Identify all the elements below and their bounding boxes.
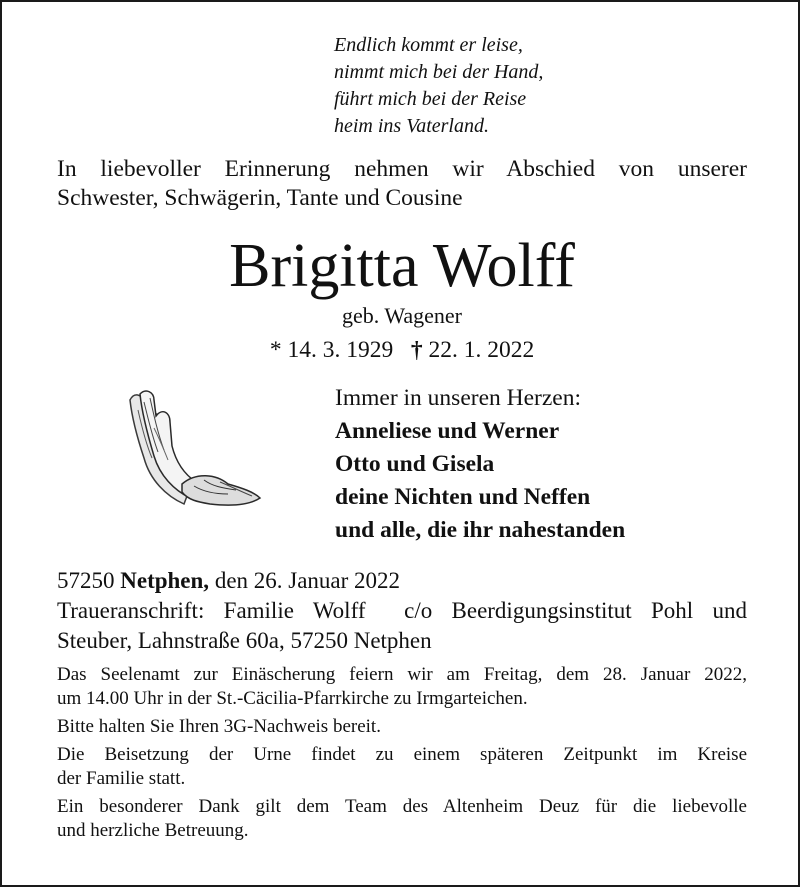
note-paragraph [57,663,747,711]
place-date [57,566,747,596]
intro-line: Schwester, Schwägerin, Tante und Cousine [57,185,463,211]
mourners-block [335,382,625,547]
note-paragraph: Bitte halten Sie Ihren 3G-Nachweis bereit. [57,716,381,737]
deceased-name: Brigitta Wolff [229,232,575,300]
note-paragraph [57,743,747,791]
death-date: 22. 1. 2022 [428,337,535,363]
intro-line: In liebevoller Erinnerung nehmen wir Abschied von unserer [57,156,747,182]
note-line: Die Beisetzung der Urne findet zu einem späteren Zeitpunkt im Kreise [57,744,747,765]
city: Netphen, [120,568,210,593]
note-line: der Familie statt. [57,768,186,789]
mourner-name: Anneliese und Werner [335,418,560,444]
notice-date: den 26. Januar 2022 [214,568,401,593]
note-line: Ein besonderer Dank gilt dem Team des Altenheim Deuz für die liebevolle [57,796,747,817]
praying-hands-icon [124,388,264,508]
intro-text [57,155,747,213]
life-dates [2,335,800,365]
poem-line: Endlich kommt er leise, [334,34,523,56]
address-line: Steuber, Lahnstraße 60a, 57250 Netphen [57,628,432,653]
service-notes [57,663,747,847]
address-line: Traueranschrift: Familie Wolff c/o Beerdigungsinstitut Pohl und [57,598,747,623]
note-line: und herzliche Betreuung. [57,820,249,841]
note-line: Das Seelenamt zur Einäscherung feiern wir am Freitag, dem 28. Januar 2022, [57,664,747,685]
poem-line: führt mich bei der Reise [334,88,527,110]
maiden-name: geb. Wagener [342,303,462,328]
place-date-address [57,566,747,656]
poem-line: heim ins Vaterland. [334,115,489,137]
note-line: um 14.00 Uhr in der St.-Cäcilia-Pfarrkirche zu Irmgarteichen. [57,688,528,709]
birth-date: * 14. 3. 1929 [269,337,394,363]
mourners-heading: Immer in unseren Herzen: [335,385,581,411]
mourner-name: deine Nichten und Neffen [335,484,591,510]
note-paragraph [57,795,747,843]
poem-verse [334,32,543,140]
mourner-name: Otto und Gisela [335,451,495,477]
zip-code: 57250 [57,568,115,593]
poem-line: nimmt mich bei der Hand, [334,61,544,83]
cross-icon: † [410,337,423,363]
mourner-name: und alle, die ihr nahestanden [335,517,626,543]
